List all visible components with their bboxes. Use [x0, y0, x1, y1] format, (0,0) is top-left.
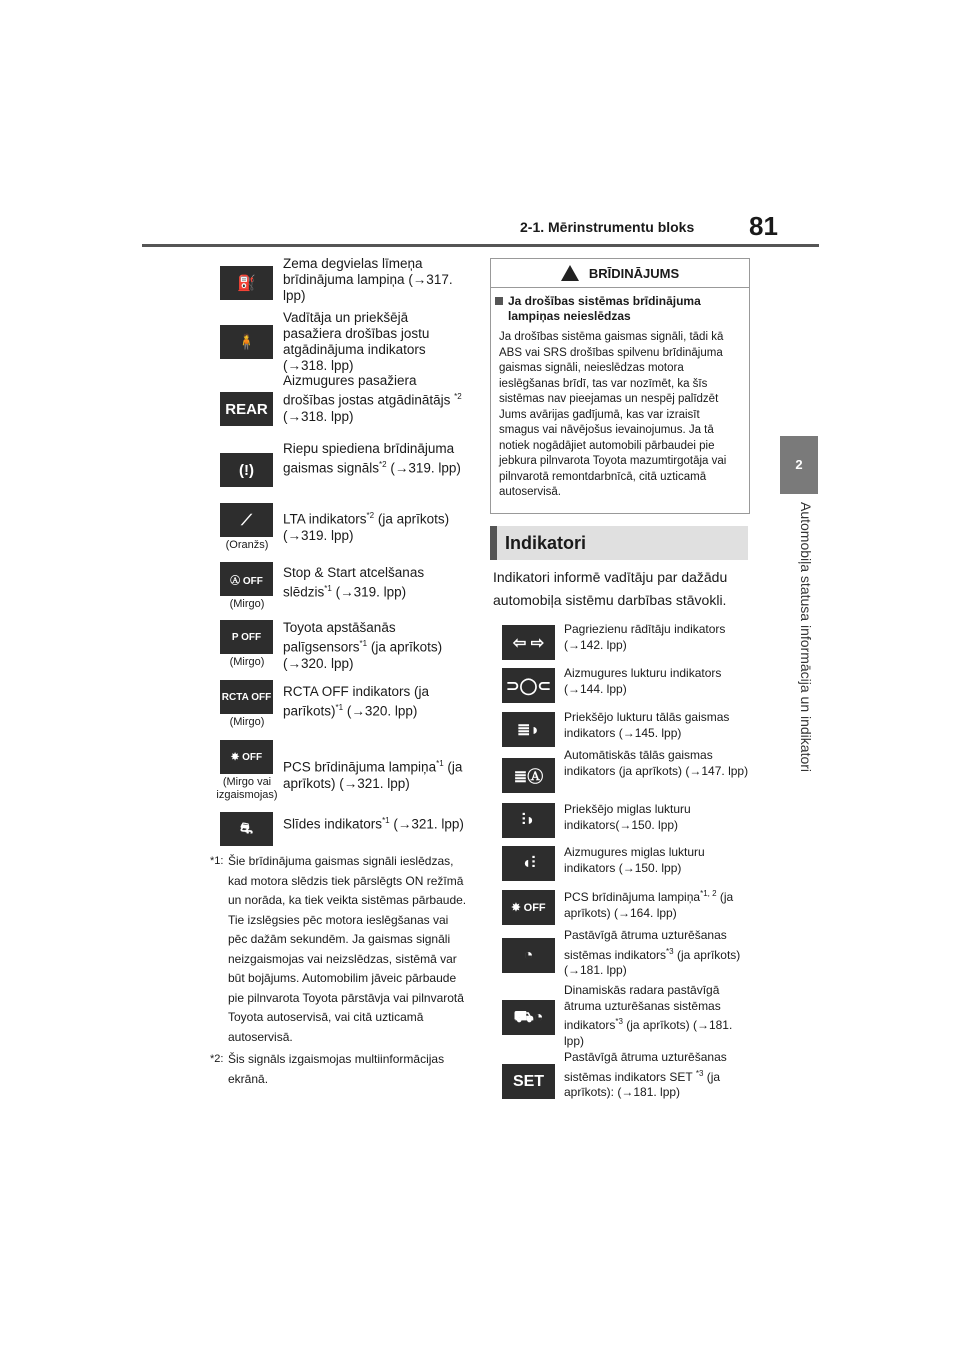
indicator-description: Aizmugures miglas lukturu indikators (→150. lpp)	[564, 845, 705, 875]
indicator-description: Priekšējo lukturu tālās gaismas indikators (→145. lpp)	[564, 710, 730, 740]
heading-bar	[490, 526, 497, 560]
warning-triangle-icon	[561, 265, 579, 281]
section-title: 2-1. Mērinstrumentu bloks	[520, 219, 695, 235]
icon-caption: (Oranžs)	[225, 539, 269, 551]
cruise-control-icon: ◔	[502, 938, 555, 973]
header-rule	[142, 244, 819, 247]
page-number: 81	[749, 211, 778, 241]
indicator-description: Pastāvīgā ātruma uzturēšanas sistēmas indikators SET $^{*3}$ (ja aprīkots): (→181. lpp)	[564, 1050, 727, 1099]
pcs-off-icon: ✸ OFF	[502, 890, 555, 925]
footnote-mark: *2:	[210, 1053, 224, 1065]
pcs-off-icon: ✸ OFF	[220, 740, 273, 774]
lta-icon: ⟋	[220, 503, 273, 537]
stop-start-off-icon: Ⓐ OFF	[220, 562, 273, 596]
indicator-description: Aizmugures lukturu indikators (→144. lpp)	[564, 666, 722, 696]
indicator-description: Riepu spiediena brīdinājuma gaismas signāls$^{*2}$ (→319. lpp)	[283, 441, 461, 476]
footnote-text: Šie brīdinājuma gaismas signāli ieslēdzas, kad motora slēdzis tiek pārslēgts ON režīmā un norāda, ka tiek veikta sistēmas pārbaude. Tie izslēgsies pēc motora ieslēgšanas vai pēc dažām sekundēm. Ja gaismas signāli neizgaismojas vai neizslēdzas, sistēmā var būt bojājums. Automobilim jāveic pārbaude pie pilnvarota Toyota pārstāvja vai pilnvarotā Toyota autoservisā, vai citā uzticamā autoservisā.	[228, 854, 467, 1044]
slip-icon: ⛐	[220, 812, 273, 846]
indicators-intro: Indikatori informē vadītāju par dažādu automobiļa sistēmu darbības stāvokli.	[493, 569, 728, 608]
indicator-description: Pagriezienu rādītāju indikators (→142. lpp)	[564, 622, 726, 652]
tail-light-icon: ⊃◯⊂	[502, 668, 555, 703]
chapter-tab: 2	[780, 436, 818, 494]
rear-seatbelt-icon: REAR	[220, 392, 273, 426]
parking-assist-off-icon: P OFF	[220, 620, 273, 654]
warning-box	[490, 258, 750, 514]
front-fog-icon: ⫶◗	[502, 803, 555, 838]
rcta-off-icon: RCTA OFF	[220, 680, 273, 714]
indicator-description: Automātiskās tālās gaismas indikators (ja aprīkots) (→147. lpp)	[564, 748, 749, 778]
tire-pressure-icon: (!)	[220, 453, 273, 487]
indicator-description: PCS brīdinājuma lampiņa$^{*1, 2}$ (ja aprīkots) (→164. lpp)	[564, 889, 734, 920]
seatbelt-icon: 🧍	[220, 325, 273, 359]
indicator-description: LTA indikators$^{*2}$ (ja aprīkots) (→319. lpp)	[283, 511, 450, 543]
warning-title: BRĪDINĀJUMS	[588, 265, 680, 281]
rear-fog-icon: ◖⫶	[502, 846, 555, 881]
turn-signal-icon: ⇦ ⇨	[502, 625, 555, 660]
warning-subtitle: Ja drošības sistēmas brīdinājuma lampiņas neieslēdzas	[508, 294, 701, 323]
footnote	[210, 1050, 470, 1089]
icon-caption: (Mirgo)	[229, 656, 265, 668]
indicator-description: Toyota apstāšanās palīgsensors$^{*1}$ (ja aprīkots) (→320. lpp)	[283, 620, 443, 671]
footnote	[210, 852, 470, 1047]
high-beam-icon: ≣◗	[502, 712, 555, 747]
indicator-description: RCTA OFF indikators (ja parīkots)$^{*1}$ (→320. lpp)	[283, 684, 430, 719]
square-bullet-icon	[495, 297, 503, 305]
chapter-title: Automobiļa statusa informācija un indikatori	[798, 502, 814, 773]
indicator-description: Dinamiskās radara pastāvīgā ātruma uzturēšanas sistēmas indikators$^{*3}$ (ja aprīkots) (→181. lpp)	[564, 983, 733, 1048]
indicator-description: Aizmugures pasažiera drošības jostas atgādinātājs $^{*2}$ (→318. lpp)	[283, 373, 462, 424]
radar-cruise-icon: ⛟◔	[502, 1000, 555, 1035]
icon-caption: (Mirgo)	[229, 716, 265, 728]
indicator-description: Stop & Start atcelšanas slēdzis$^{*1}$ (→319. lpp)	[283, 565, 425, 600]
footnote-mark: *1:	[210, 855, 224, 867]
icon-caption: (Mirgo vai izgaismojas)	[216, 776, 278, 801]
indicators-heading-text: Indikatori	[505, 532, 587, 553]
indicator-description: Zema degvielas līmeņa brīdinājuma lampiņa (→317. lpp)	[283, 256, 453, 303]
indicators-heading	[490, 526, 748, 560]
fuel-icon: ⛽	[220, 266, 273, 300]
warning-header	[491, 259, 749, 288]
footnote-text: Šis signāls izgaismojas multiinformācijas ekrānā.	[228, 1052, 445, 1086]
indicator-description: Pastāvīgā ātruma uzturēšanas sistēmas indikators$^{*3}$ (ja aprīkots) (→181. lpp)	[564, 928, 741, 977]
indicator-description: PCS brīdinājuma lampiņa$^{*1}$ (ja aprīkots) (→321. lpp)	[283, 759, 463, 791]
warning-body: Ja drošības sistēma gaismas signāli, tādi kā ABS vai SRS drošības spilvenu brīdinājuma gaismas signāli, neieslēdzas motora ieslēgšanas brīdī, tas var nozīmēt, ka šīs sistēmas nav pieejamas un nespēj palīdzēt Jums avārijas gadījumā, kas var izraisīt smagus vai nāvējošus ievainojumus. Ja tā notiek nogādājiet automobili pārbaudei pie jebkura pilnvarota Toyota mazumtirgotāja vai pilnvarotā remontdarbnīcā, citā uzticamā autoservisā.	[499, 331, 727, 498]
icon-caption: (Mirgo)	[229, 598, 265, 610]
indicator-description: Priekšējo miglas lukturu indikators(→150. lpp)	[564, 802, 691, 832]
indicator-description: Slīdes indikators$^{*1}$ (→321. lpp)	[283, 816, 464, 832]
indicator-description: Vadītāja un priekšējā pasažiera drošības jostu atgādinājuma indikators (→318. lpp)	[283, 310, 430, 373]
set-icon: SET	[502, 1064, 555, 1099]
auto-high-beam-icon: ≣Ⓐ	[502, 758, 555, 793]
warning-subtitle-row	[495, 294, 743, 324]
